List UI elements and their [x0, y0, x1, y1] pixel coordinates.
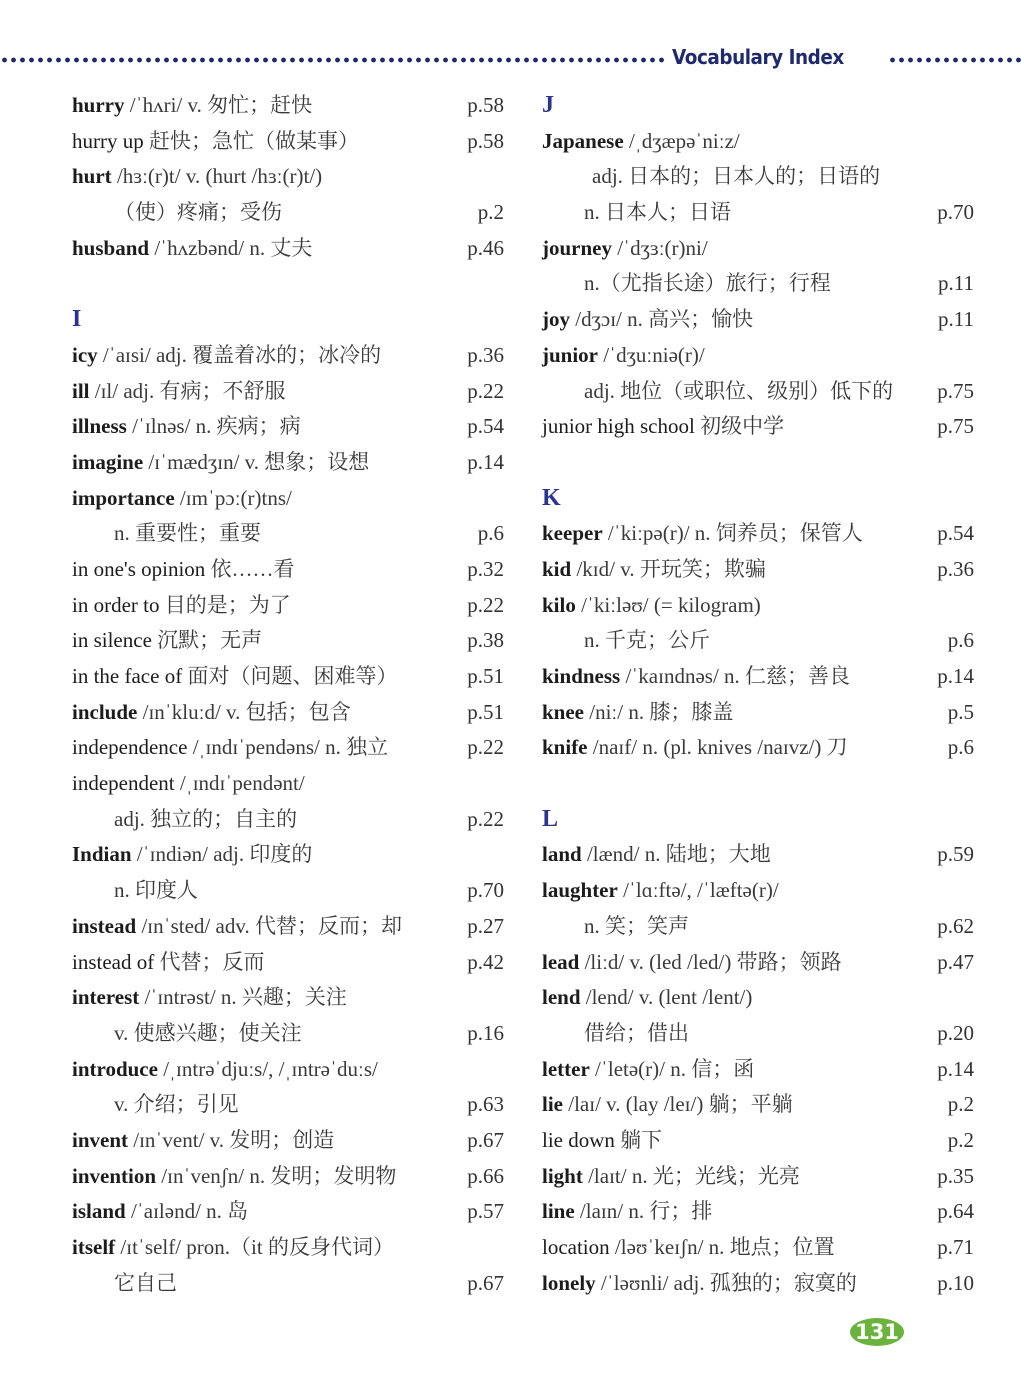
headword: in silence — [72, 628, 152, 653]
definition: 目的是；为了 — [159, 592, 291, 617]
page-ref: p.75 — [937, 378, 974, 403]
definition: 它自己 — [114, 1270, 177, 1295]
definition: 沉默；无声 — [151, 628, 263, 653]
page-ref: p.22 — [467, 735, 504, 760]
page-ref: p.75 — [937, 414, 974, 439]
headword: invent — [72, 1127, 129, 1152]
page-ref: p.67 — [467, 1127, 504, 1152]
index-entry — [542, 873, 974, 909]
definition: /ˈaɪsi/ adj. 覆盖着冰的；冰冷的 — [97, 342, 382, 367]
headword: lonely — [542, 1270, 596, 1295]
index-entry — [542, 231, 974, 267]
page-ref: p.38 — [467, 628, 504, 653]
headword: kid — [542, 556, 572, 581]
definition: /ˈɪntrəst/ n. 兴趣；关注 — [139, 985, 347, 1010]
page-ref: p.35 — [937, 1163, 974, 1188]
index-entry-continuation — [72, 1087, 504, 1123]
definition: /liːd/ v. (led /led/) 带路；领路 — [579, 949, 842, 974]
headword: in the face of — [72, 664, 183, 688]
index-entry — [542, 124, 974, 160]
page-ref: p.27 — [467, 913, 504, 938]
index-entry — [72, 945, 504, 981]
index-entry — [72, 1052, 504, 1088]
section-letter: L — [542, 805, 559, 832]
headword: letter — [542, 1056, 590, 1081]
headword: lead — [542, 949, 580, 974]
headword: lie — [542, 1092, 563, 1117]
definition: /ˌɪndɪˈpendənt/ — [174, 771, 305, 796]
page-ref: p.2 — [947, 1127, 974, 1152]
definition: /dʒɔɪ/ n. 高兴；愉快 — [570, 307, 754, 332]
index-entry-continuation — [72, 802, 504, 838]
definition: /ɪtˈself/ pron.（it 的反身代词） — [115, 1235, 394, 1259]
definition: /laɪ/ v. (lay /leɪ/) 躺；平躺 — [563, 1092, 793, 1117]
page-ref: p.59 — [937, 842, 974, 867]
index-entry-continuation — [542, 623, 974, 659]
page-ref: p.63 — [467, 1092, 504, 1117]
headword: husband — [72, 235, 150, 260]
page-ref: p.62 — [937, 913, 974, 938]
headword: Japanese — [542, 128, 624, 153]
page-ref: p.51 — [467, 664, 504, 688]
index-entry — [72, 659, 504, 695]
index-entry — [542, 837, 974, 873]
definition: /ˈɪndiən/ adj. 印度的 — [131, 842, 313, 867]
section-letter: I — [72, 306, 82, 333]
definition: 借给；借出 — [584, 1020, 689, 1045]
index-entry — [72, 1123, 504, 1159]
index-entry — [72, 766, 504, 802]
index-column-left — [72, 88, 504, 1301]
dotted-rule-right — [888, 57, 1024, 63]
headword: kindness — [542, 664, 621, 688]
headword: importance — [72, 485, 175, 510]
headword: independent — [72, 771, 175, 796]
definition: /ləʊˈkeɪʃn/ n. 地点；位置 — [609, 1235, 835, 1259]
headword: island — [72, 1199, 126, 1224]
index-entry — [542, 1266, 974, 1302]
page-ref: p.22 — [467, 378, 504, 403]
page-ref: p.16 — [467, 1020, 504, 1045]
index-entry-continuation — [542, 909, 974, 945]
index-entry — [72, 124, 504, 160]
index-entry — [542, 980, 974, 1016]
index-entry-continuation — [542, 159, 974, 195]
headword: keeper — [542, 521, 603, 546]
headword: light — [542, 1163, 583, 1188]
definition: 代替；反而 — [154, 949, 265, 974]
definition: /ˈɪlnəs/ n. 疾病；病 — [126, 414, 301, 439]
page-ref: p.11 — [938, 307, 974, 332]
headword: in order to — [72, 592, 160, 617]
index-entry — [542, 409, 974, 445]
index-entry — [72, 980, 504, 1016]
index-entry — [72, 1230, 504, 1266]
headword: interest — [72, 985, 140, 1010]
definition: n. 日本人；日语 — [584, 200, 731, 225]
index-entry-continuation — [72, 1016, 504, 1052]
index-entry — [72, 1194, 504, 1230]
page-ref: p.36 — [937, 556, 974, 581]
index-entry-continuation — [72, 1266, 504, 1302]
index-entry-continuation — [72, 516, 504, 552]
definition: /ˈkaɪndnəs/ n. 仁慈；善良 — [620, 664, 851, 688]
page-ref: p.67 — [467, 1270, 504, 1295]
headword: knife — [542, 735, 588, 760]
spacer — [72, 266, 504, 302]
page-ref: p.14 — [937, 1056, 974, 1081]
definition: 初级中学 — [694, 414, 785, 439]
definition: /ˈdʒuːniə(r)/ — [598, 342, 705, 367]
index-entry — [72, 481, 504, 517]
page-ref: p.47 — [937, 949, 974, 974]
section-letter: K — [542, 484, 561, 511]
definition: 赶快；急忙（做某事） — [143, 128, 359, 153]
index-entry — [542, 1087, 974, 1123]
index-entry — [542, 1123, 974, 1159]
page-ref: p.22 — [467, 806, 504, 831]
page-ref: p.58 — [467, 128, 504, 153]
definition: 躺下 — [614, 1127, 663, 1152]
index-entry-continuation — [542, 1016, 974, 1052]
definition: /ˌɪntrəˈdjuːs/, /ˌɪntrəˈduːs/ — [157, 1056, 378, 1081]
page-ref: p.36 — [467, 342, 504, 367]
headword: instead — [72, 913, 137, 938]
index-entry — [542, 516, 974, 552]
definition: /ɪmˈpɔː(r)tns/ — [174, 485, 292, 510]
index-entry-continuation — [542, 374, 974, 410]
definition: /ˈləʊnli/ adj. 孤独的；寂寞的 — [595, 1270, 857, 1295]
index-entry — [72, 1159, 504, 1195]
headword: laughter — [542, 878, 618, 903]
headword: land — [542, 842, 582, 867]
index-entry — [72, 159, 504, 195]
definition: /ɪl/ adj. 有病；不舒服 — [89, 378, 286, 403]
definition: /kɪd/ v. 开玩笑；欺骗 — [571, 556, 766, 581]
index-entry-continuation — [72, 195, 504, 231]
index-entry — [542, 945, 974, 981]
page-ref: p.6 — [947, 628, 974, 653]
definition: 依……看 — [205, 556, 295, 581]
index-entry — [542, 338, 974, 374]
headword: journey — [542, 235, 612, 260]
headword: independence — [72, 735, 188, 760]
definition: /laɪn/ n. 行；排 — [574, 1199, 713, 1224]
page-ref: p.46 — [467, 235, 504, 260]
page-ref: p.22 — [467, 592, 504, 617]
headword: line — [542, 1199, 575, 1224]
page-ref: p.2 — [947, 1092, 974, 1117]
headword: lend — [542, 985, 581, 1010]
page-ref: p.32 — [467, 556, 504, 581]
section-letter: J — [542, 92, 554, 118]
page-ref: p.6 — [477, 521, 504, 546]
headword: in one's opinion — [72, 556, 206, 581]
index-entry — [542, 1194, 974, 1230]
definition: n. 印度人 — [114, 878, 198, 903]
headword: illness — [72, 414, 127, 439]
definition: /ɪnˈvenʃn/ n. 发明；发明物 — [156, 1163, 397, 1188]
index-entry — [542, 588, 974, 624]
page-ref: p.14 — [937, 664, 974, 688]
index-entry — [72, 338, 504, 374]
definition: adj. 日本的；日本人的；日语的 — [592, 164, 881, 189]
definition: adj. 地位（或职位、级别）低下的 — [584, 378, 894, 403]
headword: hurry — [72, 93, 125, 117]
page-ref: p.14 — [467, 449, 504, 474]
page-ref: p.64 — [937, 1199, 974, 1224]
index-entry — [72, 588, 504, 624]
index-entry — [72, 837, 504, 873]
index-entry — [72, 409, 504, 445]
definition: /hɜː(r)t/ v. (hurt /hɜː(r)t/) — [111, 164, 323, 189]
definition: v. 使感兴趣；使关注 — [114, 1020, 302, 1045]
definition: /ɪnˈkluːd/ v. 包括；包含 — [137, 699, 351, 724]
spacer — [542, 445, 974, 481]
headword: imagine — [72, 449, 144, 474]
definition: /niː/ n. 膝；膝盖 — [584, 699, 734, 724]
page-ref: p.54 — [467, 414, 504, 439]
index-entry — [72, 909, 504, 945]
index-entry — [72, 623, 504, 659]
index-entry — [72, 231, 504, 267]
definition: /laɪt/ n. 光；光线；光亮 — [582, 1163, 800, 1188]
definition: /ɪnˈvent/ v. 发明；创造 — [128, 1127, 335, 1152]
page-ref: p.57 — [467, 1199, 504, 1224]
index-entry — [72, 695, 504, 731]
index-entry — [72, 445, 504, 481]
index-entry-continuation — [542, 266, 974, 302]
index-column-right — [542, 88, 974, 1301]
headword: junior high school — [542, 414, 695, 439]
headword: introduce — [72, 1056, 158, 1081]
index-entry — [72, 374, 504, 410]
index-entry — [542, 730, 974, 766]
definition: /ˈdʒɜː(r)ni/ — [612, 235, 708, 260]
page-ref: p.5 — [947, 699, 974, 724]
headword: joy — [542, 307, 570, 332]
definition: /lænd/ n. 陆地；大地 — [581, 842, 771, 867]
page-ref: p.70 — [937, 200, 974, 225]
definition: /ˌdʒæpəˈniːz/ — [623, 128, 740, 153]
headword: hurry up — [72, 128, 144, 153]
index-entry — [542, 552, 974, 588]
definition: /ɪˈmædʒɪn/ v. 想象；设想 — [143, 449, 370, 474]
page-ref: p.58 — [467, 93, 504, 117]
headword: itself — [72, 1235, 116, 1259]
page-number-badge: 131 — [850, 1318, 904, 1346]
spacer — [542, 766, 974, 802]
definition: /ˌɪndɪˈpendəns/ n. 独立 — [187, 735, 389, 760]
index-entry — [542, 659, 974, 695]
index-entry-continuation — [542, 195, 974, 231]
definition: /ˈaɪlənd/ n. 岛 — [125, 1199, 249, 1224]
definition: /ˈhʌri/ v. 匆忙；赶快 — [124, 93, 313, 117]
definition: /naɪf/ n. (pl. knives /naɪvz/) 刀 — [587, 735, 848, 760]
index-entry — [542, 1159, 974, 1195]
index-entry — [542, 1052, 974, 1088]
definition: 面对（问题、困难等） — [182, 664, 398, 688]
headword: kilo — [542, 592, 576, 617]
page-ref: p.70 — [467, 878, 504, 903]
running-header — [0, 44, 1024, 74]
index-entry — [72, 88, 504, 124]
page-ref: p.42 — [467, 949, 504, 974]
dotted-rule-left — [0, 57, 668, 63]
page-ref: p.71 — [937, 1235, 974, 1259]
headword: hurt — [72, 164, 112, 189]
definition: /ˈkiːpə(r)/ n. 饲养员；保管人 — [602, 521, 863, 546]
headword: junior — [542, 342, 599, 367]
index-entry-continuation — [72, 873, 504, 909]
page-ref: p.11 — [938, 271, 974, 296]
headword: ill — [72, 378, 90, 403]
page-ref: p.2 — [477, 200, 504, 225]
headword: Indian — [72, 842, 132, 867]
definition: n. 重要性；重要 — [114, 521, 261, 546]
definition: /ˈhʌzbənd/ n. 丈夫 — [149, 235, 313, 260]
index-entry — [72, 730, 504, 766]
page-ref: p.10 — [937, 1270, 974, 1295]
page-ref: p.20 — [937, 1020, 974, 1045]
headword: include — [72, 699, 138, 724]
page-ref: p.54 — [937, 521, 974, 546]
definition: v. 介绍；引见 — [114, 1092, 239, 1117]
headword: location — [542, 1235, 610, 1259]
definition: /ˈkiːləʊ/ (= kilogram) — [575, 592, 761, 617]
headword: invention — [72, 1163, 157, 1188]
index-entry — [72, 552, 504, 588]
index-entry — [542, 1230, 974, 1266]
definition: /lend/ v. (lent /lent/) — [580, 985, 753, 1010]
index-entry — [542, 302, 974, 338]
definition: n. 笑；笑声 — [584, 913, 689, 938]
page-ref: p.51 — [467, 699, 504, 724]
page-ref: p.6 — [947, 735, 974, 760]
headword: instead of — [72, 949, 155, 974]
definition: /ɪnˈsted/ adv. 代替；反而；却 — [136, 913, 402, 938]
index-entry — [542, 695, 974, 731]
definition: adj. 独立的；自主的 — [114, 806, 298, 831]
definition: /ˈletə(r)/ n. 信；函 — [589, 1056, 755, 1081]
definition: n.（尤指长途）旅行；行程 — [584, 271, 831, 296]
definition: /ˈlɑːftə/, /ˈlæftə(r)/ — [617, 878, 779, 903]
definition: （使）疼痛；受伤 — [114, 200, 282, 225]
headword: icy — [72, 342, 98, 367]
definition: n. 千克；公斤 — [584, 628, 710, 653]
page-ref: p.66 — [467, 1163, 504, 1188]
headword: knee — [542, 699, 584, 724]
headword: lie down — [542, 1127, 615, 1152]
header-title: Vocabulary Index — [672, 45, 844, 69]
